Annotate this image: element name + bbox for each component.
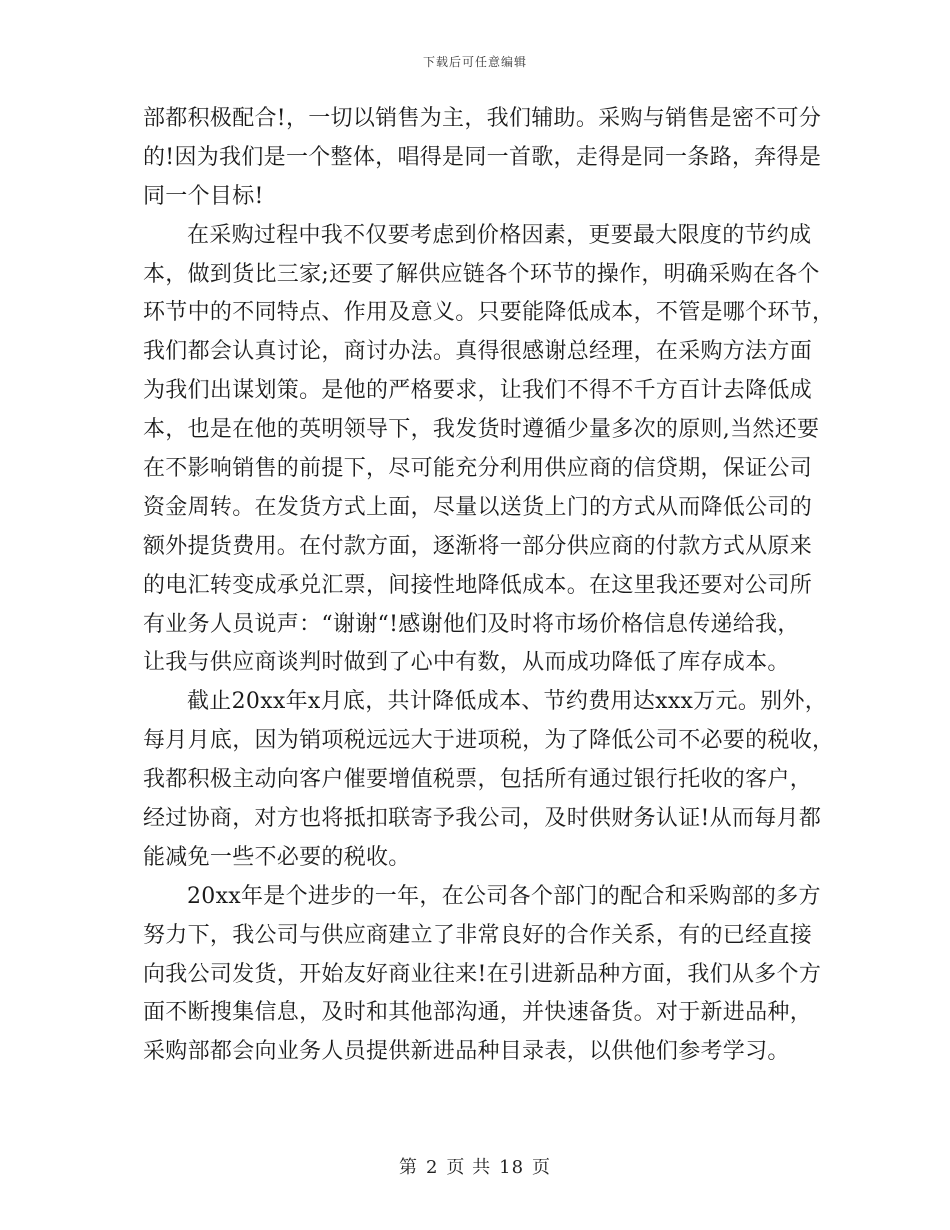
page-number-total: 18 xyxy=(499,1157,525,1178)
page-number-suffix: 页 xyxy=(532,1157,552,1178)
text-line: 在不影响销售的前提下，尽可能充分利用供应商的信贷期，保证公司 xyxy=(143,456,813,482)
text-line: 让我与供应商谈判时做到了心中有数，从而成功降低了库存成本。 xyxy=(143,650,790,676)
text-line: 的电汇转变成承兑汇票，间接性地降低成本。在这里我还要对公司所 xyxy=(143,572,813,598)
paragraph-first-line: 截止20xx年x月底，共计降低成本、节约费用达xxx万元。别外， xyxy=(187,689,828,715)
page-number-current: 2 xyxy=(425,1157,439,1178)
page-header: 下载后可任意编辑 xyxy=(422,55,527,69)
text-line: 有业务人员说声：“谢谢“!感谢他们及时将市场价格信息传递给我， xyxy=(143,611,800,637)
text-line: 本，也是在他的英明领导下，我发货时遵循少量多次的原则,当然还要 xyxy=(143,417,820,443)
text-line: 同一个目标! xyxy=(143,183,264,209)
text-line: 本，做到货比三家;还要了解供应链各个环节的操作，明确采购在各个 xyxy=(143,261,820,287)
text-line: 向我公司发货，开始友好商业往来!在引进新品种方面，我们从多个方 xyxy=(143,961,822,987)
paragraph-first-line: 20xx年是个进步的一年，在公司各个部门的配合和采购部的多方 xyxy=(187,883,821,909)
text-line: 额外提货费用。在付款方面，逐渐将一部分供应商的付款方式从原来 xyxy=(143,533,813,559)
paragraph-first-line: 在采购过程中我不仅要考虑到价格因素，更要最大限度的节约成 xyxy=(187,222,812,248)
text-line: 每月月底，因为销项税远远大于进项税，为了降低公司不必要的税收， xyxy=(143,728,835,754)
text-line: 我们都会认真讨论，商讨办法。真得很感谢总经理，在采购方法方面 xyxy=(143,339,813,365)
text-line: 面不断搜集信息，及时和其他部沟通，并快速备货。对于新进品种， xyxy=(143,1000,813,1026)
document-body xyxy=(143,100,835,1072)
text-line: 我都积极主动向客户催要增值税票，包括所有通过银行托收的客户， xyxy=(143,767,813,793)
text-line: 的!因为我们是一个整体，唱得是同一首歌，走得是同一条路，奔得是 xyxy=(143,144,822,170)
text-line: 资金周转。在发货方式上面，尽量以送货上门的方式从而降低公司的 xyxy=(143,494,813,520)
text-line: 努力下，我公司与供应商建立了非常良好的合作关系，有的已经直接 xyxy=(143,922,813,948)
text-line: 部都积极配合!，一切以销售为主，我们辅助。采购与销售是密不可分 xyxy=(143,106,822,131)
text-line: 环节中的不同特点、作用及意义。只要能降低成本，不管是哪个环节， xyxy=(143,300,835,326)
text-line: 为我们出谋划策。是他的严格要求，让我们不得不千方百计去降低成 xyxy=(143,378,813,404)
text-line: 能减免一些不必要的税收。 xyxy=(143,844,411,870)
page-number-middle: 页 共 xyxy=(446,1157,492,1178)
page-footer xyxy=(0,1153,950,1179)
page-number-prefix: 第 xyxy=(398,1157,418,1178)
text-line: 经过协商，对方也将抵扣联寄予我公司，及时供财务认证!从而每月都 xyxy=(143,806,822,832)
text-line: 采购部都会向业务人员提供新进品种目录表，以供他们参考学习。 xyxy=(143,1039,790,1065)
